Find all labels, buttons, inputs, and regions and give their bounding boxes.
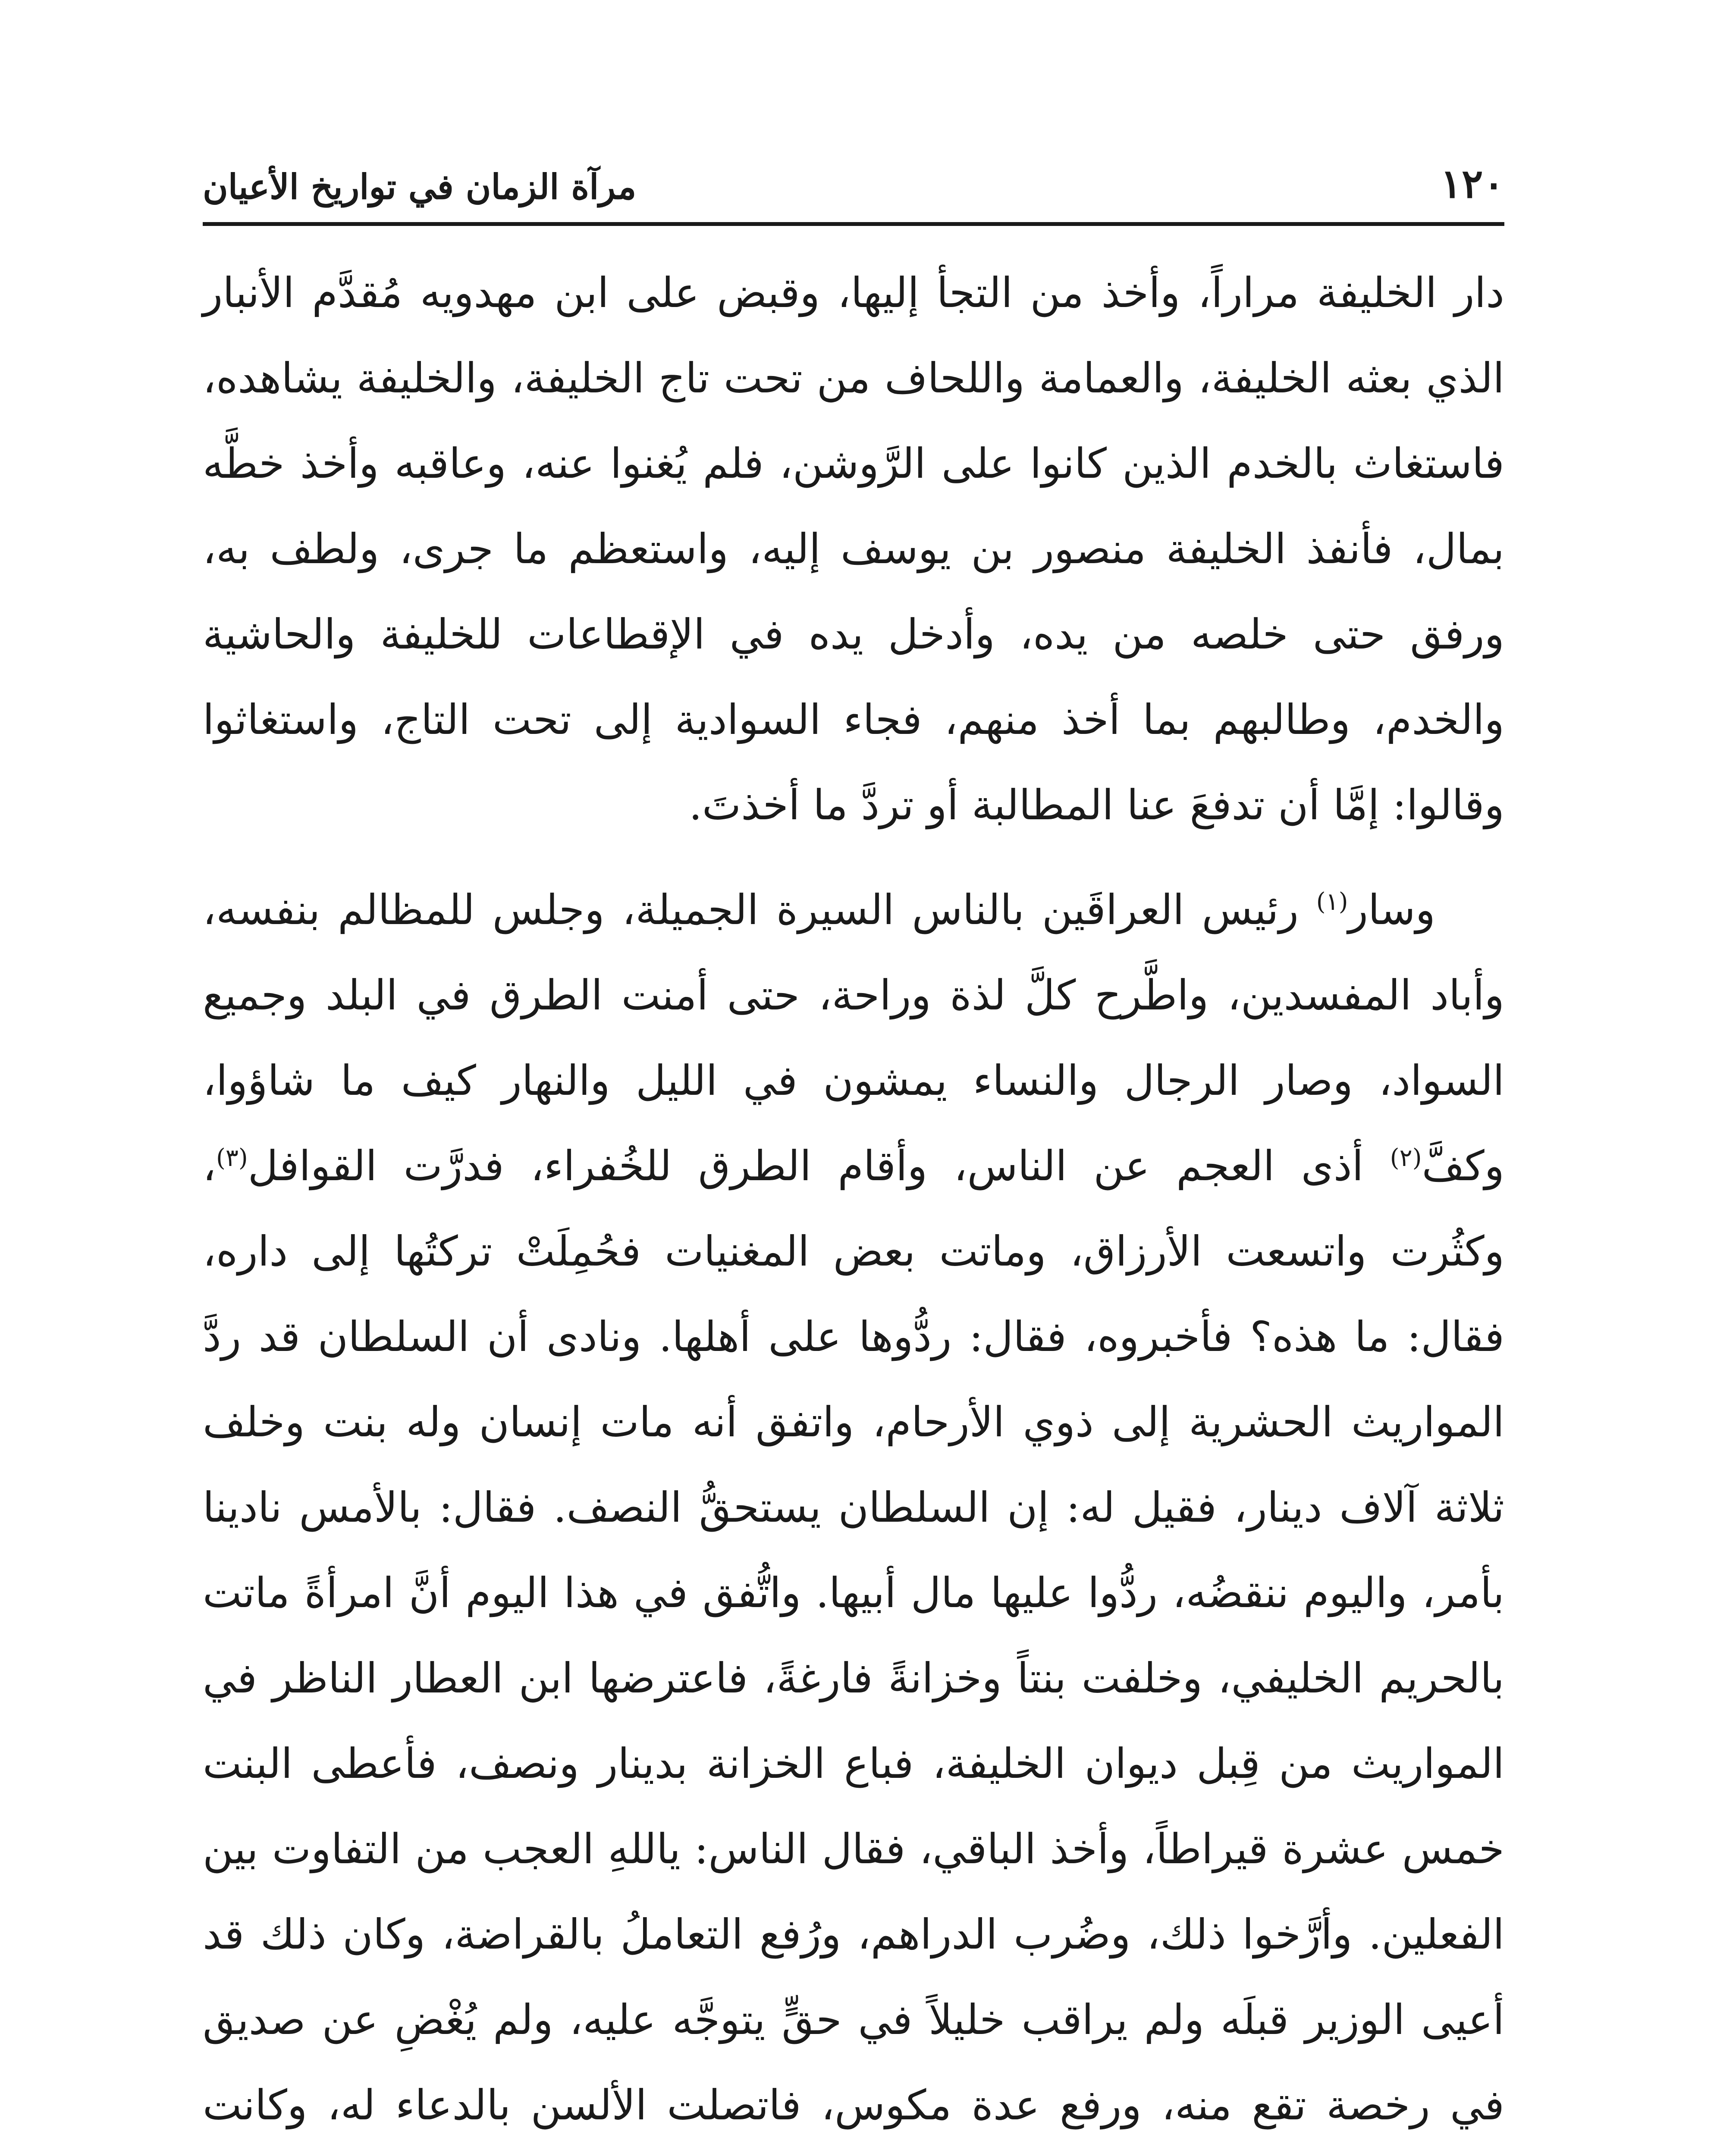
paragraph-2-text: وسار (1348, 886, 1435, 934)
paragraph-2-text: أذى العجم عن الناس، وأقام الطرق للخُفراء، فدرَّت القوافل (248, 1142, 1390, 1190)
footnote-ref-3: (٣) (216, 1144, 248, 1172)
header-rule (203, 222, 1504, 226)
paragraph-2 (203, 867, 1504, 2156)
paragraph-2-text: رئيس العراقَين بالناس السيرة الجميلة، وجلس للمظالم بنفسه، وأباد المفسدين، واطَّرح كلَّ لذة وراحة، حتى أمنت الطرق في البلد وجميع السواد، وصار الرجال والنساء يمشون في الليل والنهار كيف ما شاؤوا، وكفَّ (203, 886, 1504, 1190)
running-title: مرآة الزمان في تواريخ الأعيان (203, 166, 637, 207)
footnote-ref-2: (٢) (1390, 1144, 1422, 1172)
footnote-ref-1: (١) (1316, 888, 1348, 916)
page-header (203, 151, 1504, 207)
page-number: ١٢٠ (1440, 160, 1504, 207)
main-text (203, 250, 1504, 2156)
paragraph-2-text: ، وكثُرت واتسعت الأرزاق، وماتت بعض المغنيات فحُمِلَتْ تركتُها إلى داره، فقال: ما هذه؟ فأخبروه، فقال: ردُّوها على أهلها. ونادى أن السلطان قد ردَّ المواريث الحشرية إلى ذوي الأرحام، واتفق أنه مات إنسان وله بنت وخلف ثلاثة آلاف دينار، فقيل له: إن السلطان يستحقُّ النصف. فقال: بالأمس نادينا بأمر، واليوم ننقضُه، ردُّوا عليها مال أبيها. واتُّفق في هذا اليوم أنَّ امرأةً ماتت بالحريم الخليفي، وخلفت بنتاً وخزانةً فارغةً، فاعترضها ابن العطار الناظر في المواريث من قِبل ديوان الخليفة، فباع الخزانة بدينار ونصف، فأعطى البنت خمس عشرة قيراطاً، وأخذ الباقي، فقال الناس: ياللهِ العجب من التفاوت بين الفعلين. وأرَّخوا ذلك، وضُرب الدراهم، ورُفع التعاملُ بالقراضة، وكان ذلك قد أعيى الوزير قبلَه ولم يراقب خليلاً في حقٍّ يتوجَّه عليه، ولم يُغْضِ عن صديق في رخصة تقع منه، ورفع عدة مكوس، فاتصلت الألسن بالدعاء له، وكانت (203, 1142, 1505, 2129)
paragraph-1: دار الخليفة مراراً، وأخذ من التجأ إليها، وقبض على ابن مهدويه مُقدَّم الأنبار الذي بعثه الخليفة، والعمامة واللحاف من تحت تاج الخليفة، والخليفة يشاهده، فاستغاث بالخدم الذين كانوا على الرَّوشن، فلم يُغنوا عنه، وعاقبه وأخذ خطَّه بمال، فأنفذ الخليفة منصور بن يوسف إليه، واستعظم ما جرى، ولطف به، ورفق حتى خلصه من يده، وأدخل يده في الإقطاعات للخليفة والحاشية والخدم، وطالبهم بما أخذ منهم، فجاء السوادية إلى تحت التاج، واستغاثوا وقالوا: إمَّا أن تدفعَ عنا المطالبة أو تردَّ ما أخذتَ. (203, 269, 1505, 829)
